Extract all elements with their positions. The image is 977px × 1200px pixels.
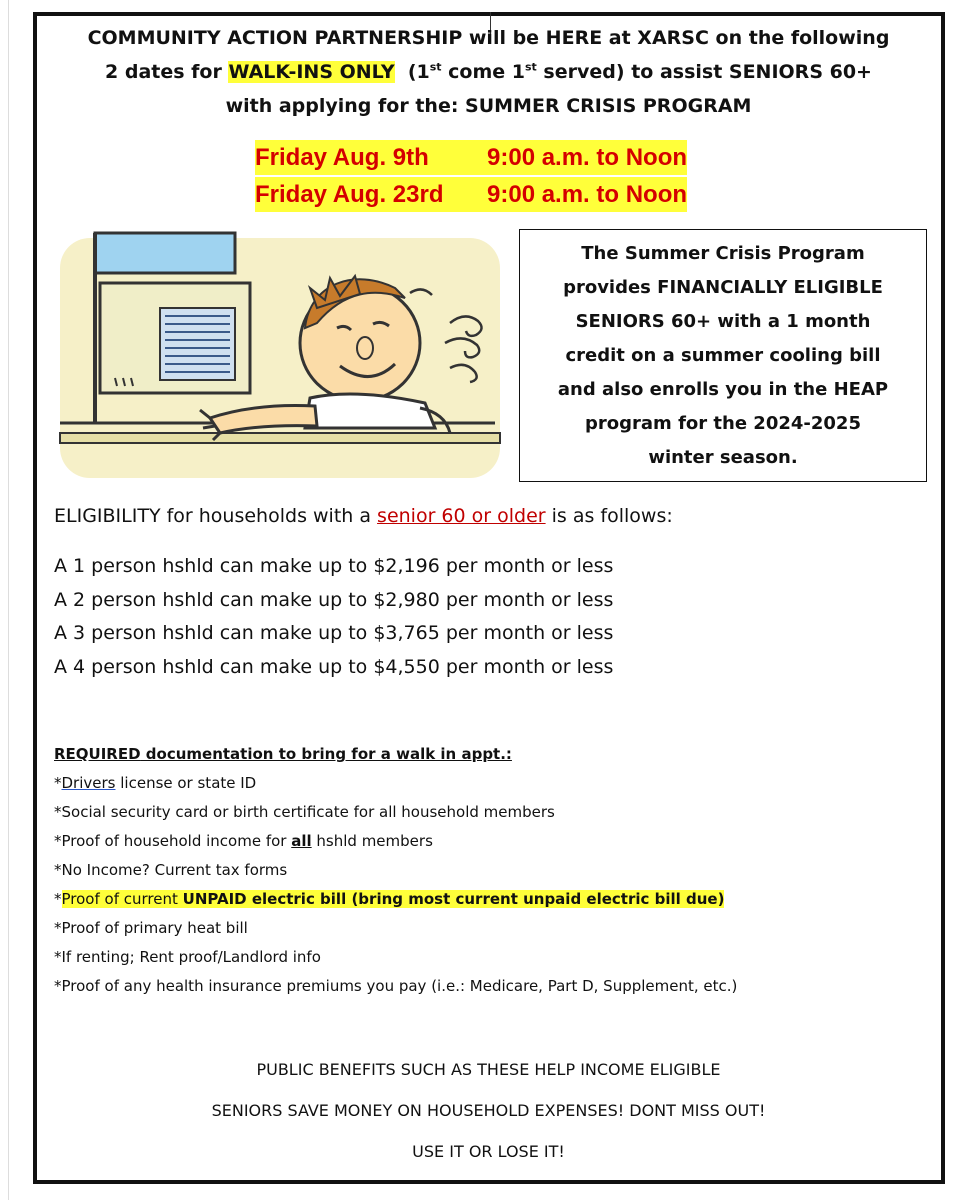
income-limits-list [54, 550, 613, 684]
list-item: *Social security card or birth certificate for all household members [54, 803, 555, 821]
list-item: *Proof of household income for all hshld members [54, 832, 433, 850]
unpaid-bill-highlight: Proof of current UNPAID electric bill (bring most current unpaid electric bill due) [61, 890, 725, 908]
program-info-box: The Summer Crisis Program provides FINANCIALLY ELIGIBLE SENIORS 60+ with a 1 month credit on a summer cooling bill and also enrolls you in the HEAP program for the 2024-2025 winter season. [519, 229, 927, 482]
list-item: *No Income? Current tax forms [54, 861, 288, 879]
list-item: *If renting; Rent proof/Landlord info [54, 948, 321, 966]
required-docs-list [54, 740, 737, 1001]
closing-message: PUBLIC BENEFITS SUCH AS THESE HELP INCOME ELIGIBLE SENIORS SAVE MONEY ON HOUSEHOLD EXPENSES! DONT MISS OUT! USE IT OR LOSE IT! [211, 1060, 766, 1161]
page-edge-line [8, 0, 9, 1200]
list-item: *Proof of current UNPAID electric bill (bring most current unpaid electric bill due) [54, 890, 725, 908]
walk-ins-highlight: WALK-INS ONLY [228, 61, 395, 83]
list-item: A 3 person hshld can make up to $3,765 per month or less [54, 622, 614, 644]
cooling-man-illustration [55, 228, 505, 483]
list-item: A 4 person hshld can make up to $4,550 per month or less [54, 655, 614, 678]
header-line-1: COMMUNITY ACTION PARTNERSHIP will be HERE at XARSC on the following [87, 27, 890, 49]
date-row: Friday Aug. 23rd 9:00 a.m. to Noon [255, 177, 687, 212]
list-item: *Proof of any health insurance premiums you pay (i.e.: Medicare, Part D, Supplement, etc.) [54, 977, 738, 995]
header-line-3: with applying for the: SUMMER CRISIS PROGRAM [225, 95, 752, 117]
list-item: *Proof of primary heat bill [54, 919, 248, 937]
list-item: A 2 person hshld can make up to $2,980 per month or less [54, 588, 614, 611]
window-glass [95, 233, 235, 273]
required-docs-title: REQUIRED documentation to bring for a walk in appt.: [54, 745, 512, 763]
senior-age-highlight: senior 60 or older [377, 505, 546, 527]
event-dates [255, 140, 687, 214]
header-line-2: 2 dates for WALK-INS ONLY (1st come 1st served) to assist SENIORS 60+ [105, 60, 872, 83]
eligibility-heading: ELIGIBILITY for households with a senior 60 or older is as follows: [54, 505, 673, 527]
list-item: A 1 person hshld can make up to $2,196 per month or less [54, 555, 614, 577]
date-row: Friday Aug. 9th 9:00 a.m. to Noon [255, 140, 687, 175]
list-item: *Drivers license or state ID [54, 774, 257, 792]
